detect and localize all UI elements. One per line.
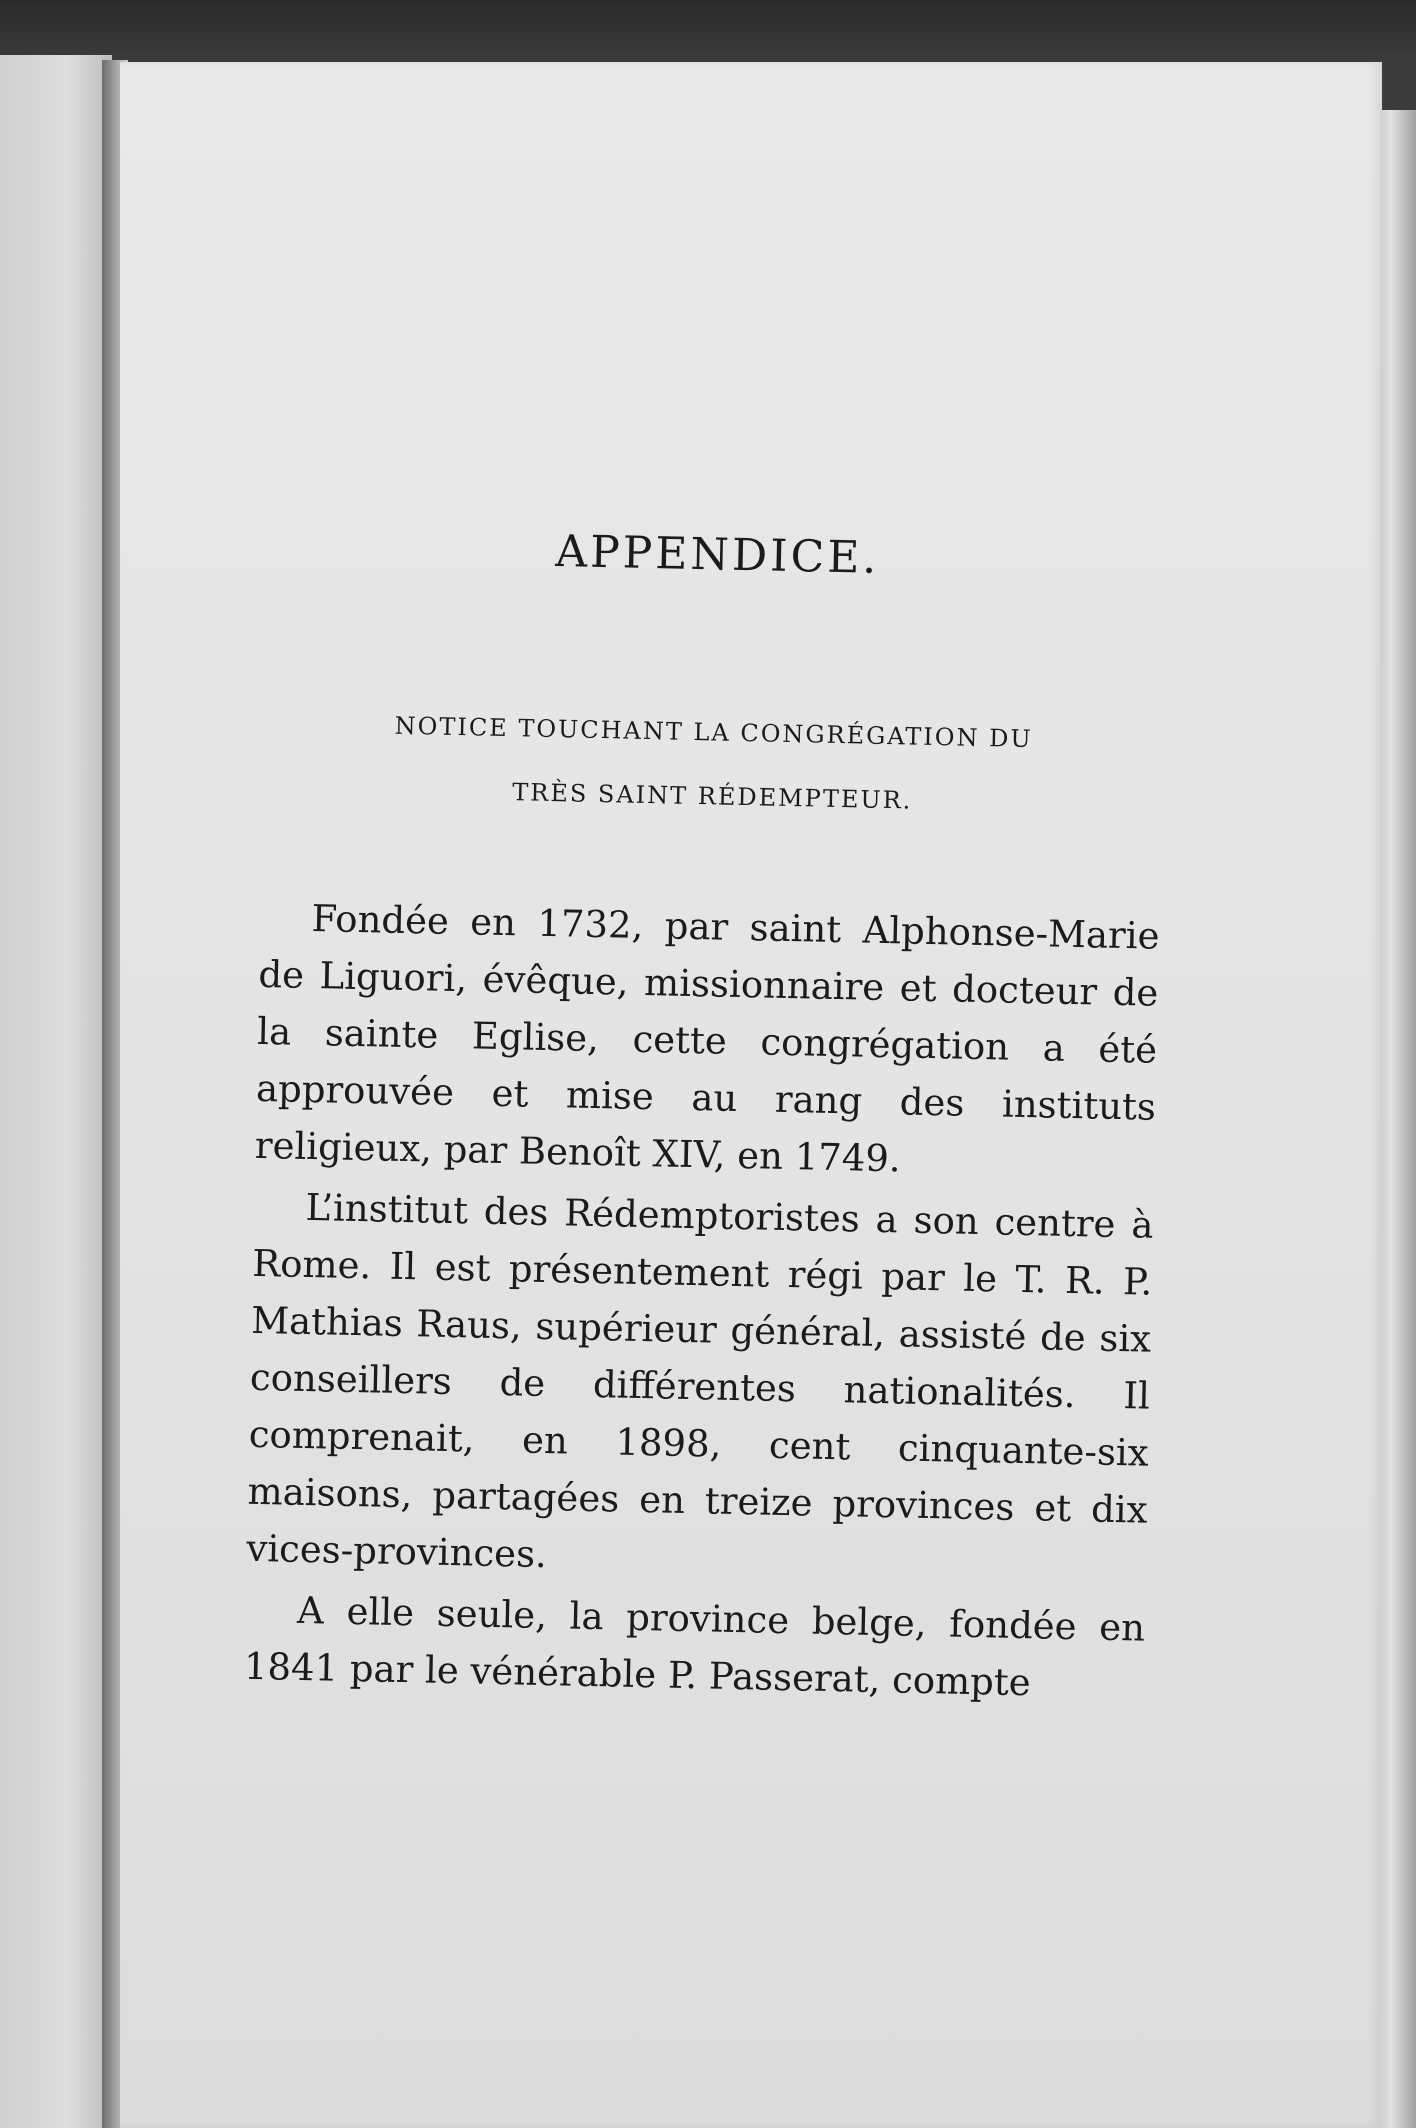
page-stack-edge — [1380, 110, 1416, 2128]
paragraph-founding: Fondée en 1732, par saint Alphonse-Marie de Liguori, évêque, missionnaire et docteur de la sainte Eglise, cette congrégation a été approuvée et mise au rang des instituts religieux, par Benoît XIV, en 1749. — [254, 897, 1160, 1181]
page-content — [243, 520, 1167, 1718]
subtitle-line-1: NOTICE TOUCHANT LA CONGRÉGATION DU — [394, 711, 1033, 754]
paragraph-belgian-province: A elle seule, la province belge, fondée en 1841 par le vénérable P. Passerat, compte — [243, 1588, 1146, 1705]
subtitle-line-2: TRÈS SAINT RÉDEMPTEUR. — [512, 778, 913, 815]
left-page-edge — [0, 55, 112, 2128]
page-title: APPENDICE. — [554, 526, 880, 584]
paragraph-institute: L’institut des Rédemptoristes a son centre à Rome. Il est présentement régi par le T. R. P. Mathias Raus, supérieur général, assisté de six conseillers de différentes nationalités. Il comprenait, en 1898, cent cinquante-six maisons, partagées en treize provinces et dix vices-provinces. — [246, 1185, 1154, 1577]
section-subtitle — [262, 691, 1164, 838]
